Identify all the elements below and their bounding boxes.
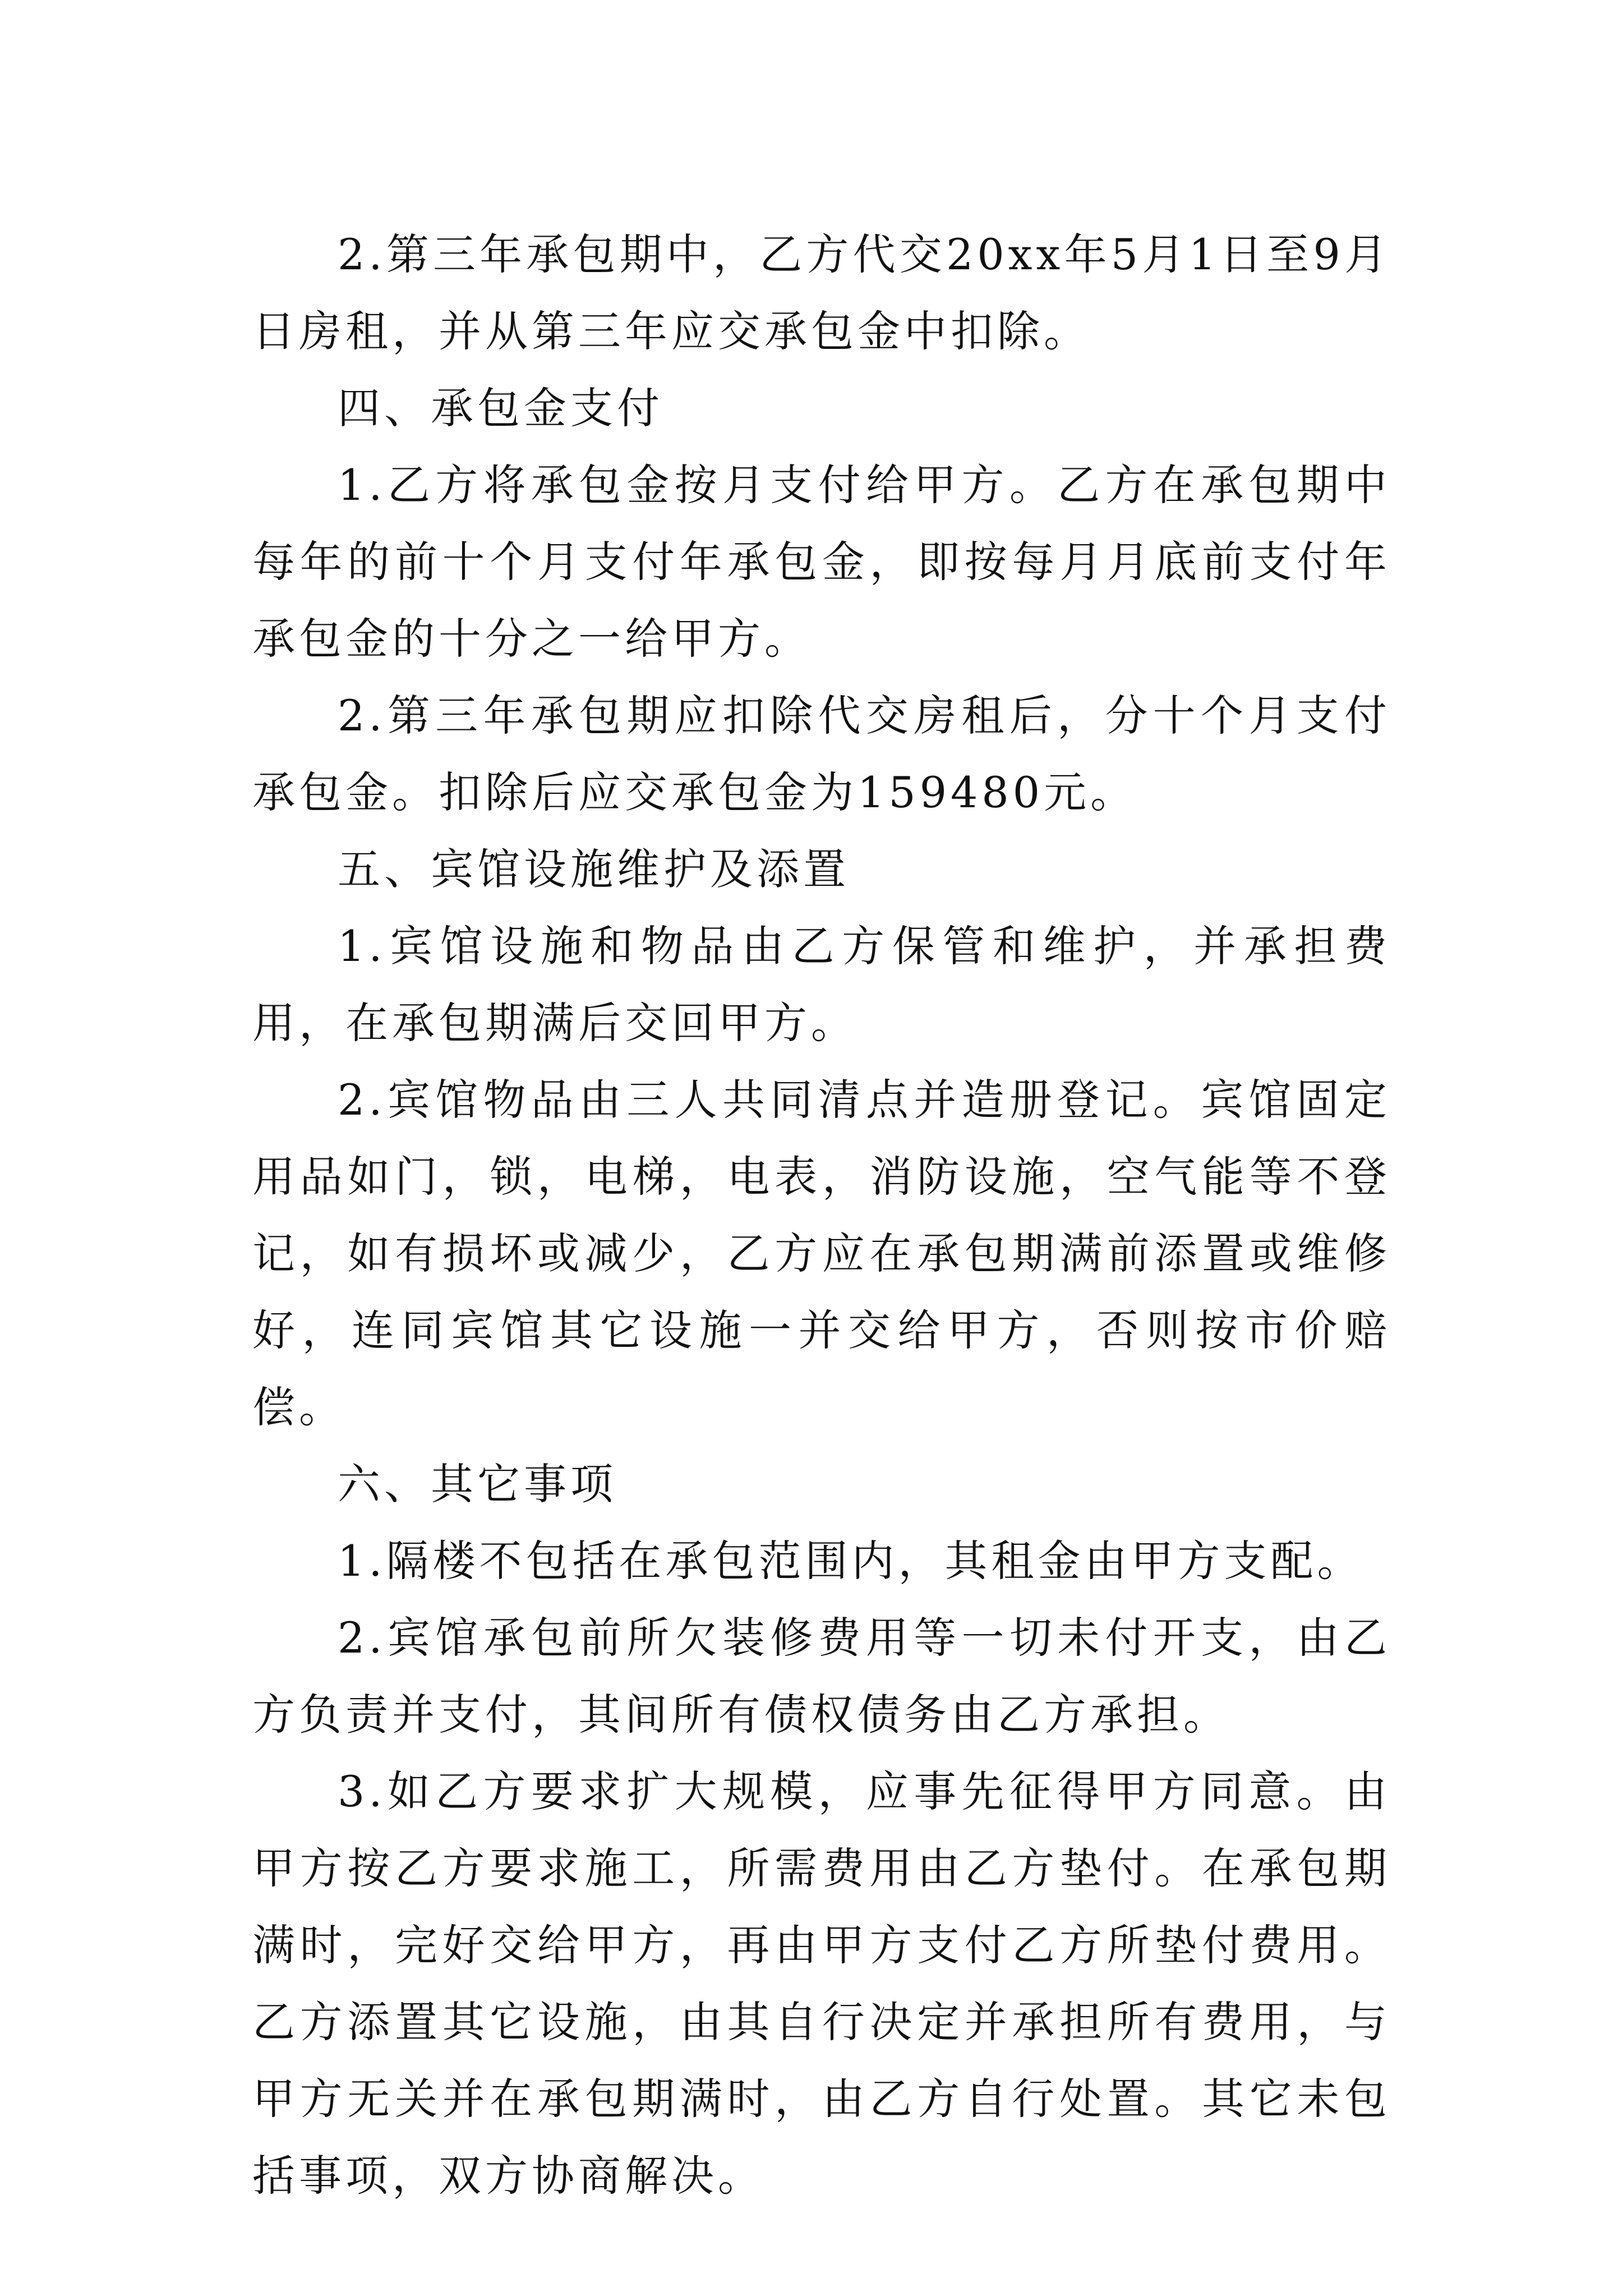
section-heading-payment: 四、承包金支付 bbox=[338, 383, 663, 433]
section-heading-facilities: 五、宾馆设施维护及添置 bbox=[338, 844, 850, 894]
paragraph-section3-item2: 2.第三年承包期中，乙方代交20xx年5月1日至9月日房租，并从第三年应交承包金中扣除。 bbox=[252, 229, 1391, 356]
document-body bbox=[252, 216, 1391, 2214]
section-heading-other-matters: 六、其它事项 bbox=[338, 1459, 617, 1509]
paragraph-other-item1: 1.隔楼不包括在承包范围内，其租金由甲方支配。 bbox=[338, 1536, 1364, 1586]
paragraph-payment-item1: 1.乙方将承包金按月支付给甲方。乙方在承包期中每年的前十个月支付年承包金，即按每月月底前支付年承包金的十分之一给甲方。 bbox=[252, 460, 1391, 664]
paragraph-payment-item2: 2.第三年承包期应扣除代交房租后，分十个月支付承包金。扣除后应交承包金为159480元。 bbox=[252, 691, 1391, 817]
paragraph-other-item3: 3.如乙方要求扩大规模，应事先征得甲方同意。由甲方按乙方要求施工，所需费用由乙方垫付。在承包期满时，完好交给甲方，再由甲方支付乙方所垫付费用。乙方添置其它设施，由其自行决定并承担所有费用，与甲方无关并在承包期满时，由乙方自行处置。其它未包括事项，双方协商解决。 bbox=[252, 1766, 1391, 2201]
paragraph-facilities-item2: 2.宾馆物品由三人共同清点并造册登记。宾馆固定用品如门，锁，电梯，电表，消防设施，空气能等不登记，如有损坏或减少，乙方应在承包期满前添置或维修好，连同宾馆其它设施一并交给甲方，否则按市价赔偿。 bbox=[252, 1075, 1391, 1432]
paragraph-other-item2: 2.宾馆承包前所欠装修费用等一切未付开支，由乙方负责并支付，其间所有债权债务由乙方承担。 bbox=[252, 1613, 1391, 1740]
paragraph-facilities-item1: 1.宾馆设施和物品由乙方保管和维护，并承担费用，在承包期满后交回甲方。 bbox=[252, 921, 1391, 1048]
